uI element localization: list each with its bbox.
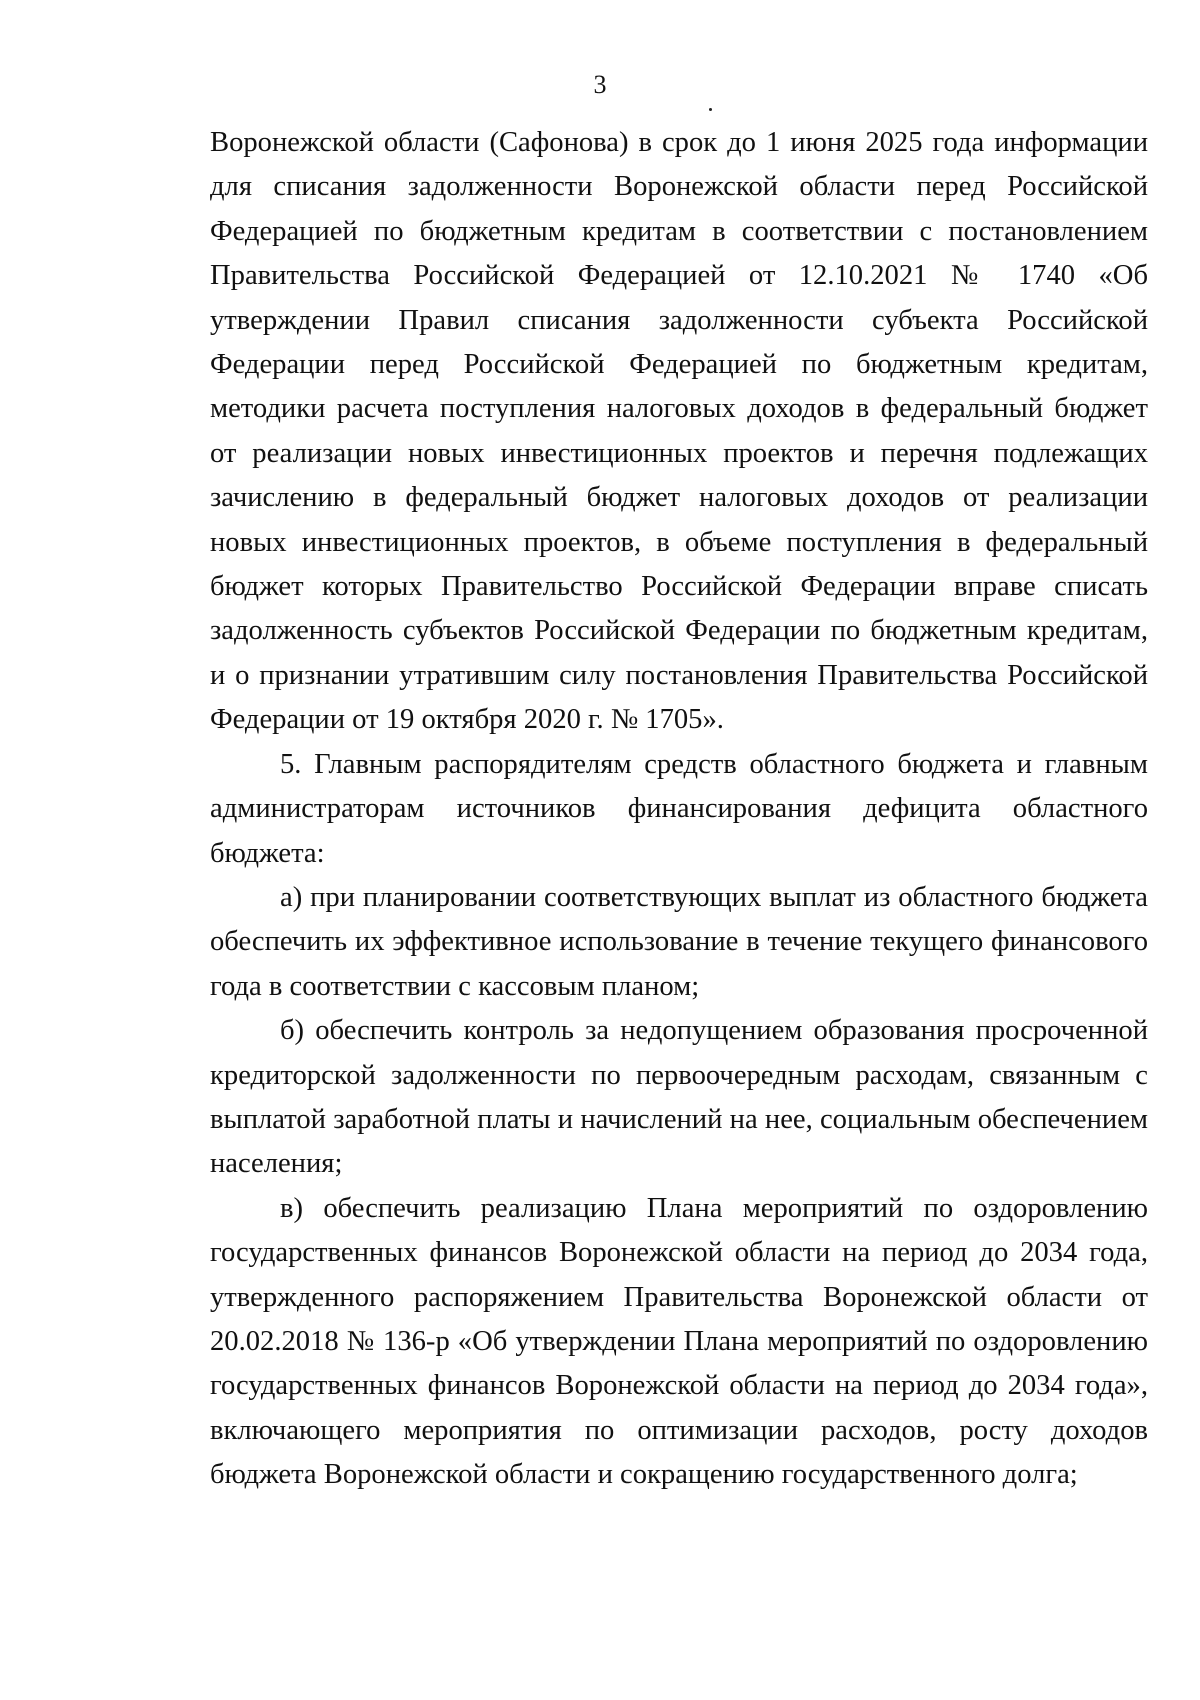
paragraph-item-5v: в) обеспечить реализацию Плана мероприятий по оздоровлению государственных финансов Воронежской области на период до 2034 года, утвержденного распоряжением Правительства Воронежской области от 20.02.2018 № 136-р «Об утверждении Плана мероприятий по оздоровлению государственных финансов Воронежской области на период до 2034 года», включающего мероприятия по оптимизации расходов, росту доходов бюджета Воронежской области и сокращению государственного долга; bbox=[210, 1192, 1148, 1491]
paragraph-item-5b: б) обеспечить контроль за недопущением образования просроченной кредиторской задолженности по первоочередным расходам, связанным с выплатой заработной платы и начислений на нее, социальным обеспечением населения; bbox=[210, 1015, 1148, 1180]
paragraph-continuation: Воронежской области (Сафонова) в срок до 1 июня 2025 года информации для списания задолженности Воронежской области перед Российской Федерацией по бюджетным кредитам в соответствии с постановлением Правительства Российской Федерацией от 12.10.2021 № 1740 «Об утверждении Правил списания задолженности субъекта Российской Федерации перед Российской Федерацией по бюджетным кредитам, методики расчета поступления налоговых доходов в федеральный бюджет от реализации новых инвестиционных проектов и перечня подлежащих зачислению в федеральный бюджет налоговых доходов от реализации новых инвестиционных проектов, в объеме поступления в федеральный бюджет которых Правительство Российской Федерации вправе списать задолженность субъектов Российской Федерации по бюджетным кредитам, и о признании утратившим силу постановления Правительства Российской Федерации от 19 октября 2020 г. № 1705». bbox=[210, 127, 1148, 736]
paragraph-item-5a: а) при планировании соответствующих выплат из областного бюджета обеспечить их эффективное использование в течение текущего финансового года в соответствии с кассовым планом; bbox=[210, 881, 1148, 1002]
document-body bbox=[210, 121, 1148, 1498]
paragraph-item-5: 5. Главным распорядителям средств областного бюджета и главным администраторам источников финансирования дефицита областного бюджета: bbox=[210, 748, 1148, 869]
scan-dot bbox=[709, 108, 712, 111]
page-number: 3 bbox=[593, 70, 607, 99]
